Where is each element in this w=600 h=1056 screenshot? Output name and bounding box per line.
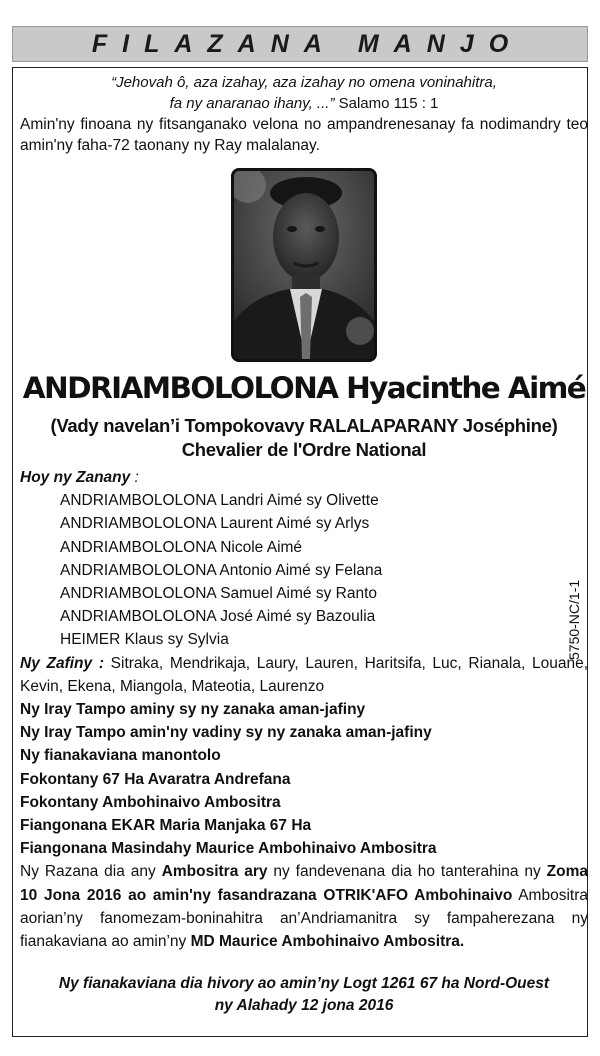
photo-wrap [20,168,588,362]
child-item: ANDRIAMBOLOLONA José Aimé sy Bazoulia [60,608,376,626]
deceased-name: ANDRIAMBOLOLONA Hyacinthe Aimé [22,371,586,405]
portrait-photo [231,168,377,362]
child-item: ANDRIAMBOLOLONA Samuel Aimé sy Ranto [60,585,378,603]
quote-line-1: “Jehovah ô, aza izahay, aza izahay no omena voninahitra, [111,74,497,91]
funeral-date-location: Zoma 10 Jona 2016 ao amin'ny fasandrazana OTRIK'AFO Ambohinaivo [20,863,588,904]
header-bar [12,26,588,62]
intro-text: Amin'ny finoana ny fitsanganako velona no ampandrenesanay fa nodimandry teo amin'ny faha-72 taonany ny Ray malalanay. [20,116,588,154]
notice-content [20,70,588,1017]
grandchildren-label: Ny Zafiny : [20,654,104,672]
relative-line: Fiangonana EKAR Maria Manjaka 67 Ha [20,817,312,835]
footer-line-2: ny Alahady 12 jona 2016 [214,997,394,1015]
funeral-text-1: Ny Razana dia any [20,863,162,881]
quote-line-2: fa ny anaranao ihany, ...” [169,95,335,112]
footer-line-1: Ny fianakaviana dia hivory ao amin’ny Logt 1261 67 ha Nord-Ouest [58,975,550,993]
grandchildren-paragraph [20,652,588,698]
footer-note [20,973,588,1017]
relative-line: Fokontany Ambohinaivo Ambositra [20,793,281,811]
relative-line: Fokontany 67 Ha Avaratra Andrefana [20,770,291,788]
children-label-suffix: : [130,469,139,486]
funeral-paragraph [20,860,588,953]
child-item: ANDRIAMBOLOLONA Laurent Aimé sy Arlys [60,515,370,533]
reference-code: 5750-NC/1-1 [566,579,582,660]
child-item: ANDRIAMBOLOLONA Antonio Aimé sy Felana [60,561,383,579]
funeral-church: MD Maurice Ambohinaivo Ambositra. [190,933,465,951]
portrait-image [234,171,374,359]
relative-line: Ny fianakaviana manontolo [20,747,221,765]
relatives-list [20,698,588,860]
child-item: ANDRIAMBOLOLONA Nicole Aimé [60,538,303,556]
header-title: FILAZANA MANJO [91,29,524,58]
funeral-text-2: ny fandevenana dia ho tanterahina ny [267,863,547,881]
children-heading [20,466,588,489]
bible-quote [20,72,588,114]
spouse-line: (Vady navelan’i Tompokovavy RALALAPARANY Joséphine) [50,415,558,436]
funeral-text-3: Ambositra aorian’ny fanomezam-boninahitra an’Andriamanitra sy fampaherezana ny fianakaviana ao amin’ny [20,886,588,951]
children-list [20,489,588,651]
quote-reference: Salamo 115 : 1 [334,95,439,112]
children-label: Hoy ny Zanany [20,469,131,486]
honor-line: Chevalier de l'Ordre National [181,439,427,460]
grandchildren-names: Sitraka, Mendrikaja, Laury, Lauren, Haritsifa, Luc, Rianala, Louane, Kevin, Ekena, Miangola, Mateotia, Laurenzo [20,654,588,695]
funeral-place: Ambositra ary [161,863,268,881]
relative-line: Fiangonana Masindahy Maurice Ambohinaivo Ambositra [20,840,437,858]
quote-line-2-wrap [20,93,588,114]
relative-line: Ny Iray Tampo aminy sy ny zanaka aman-jafiny [20,701,366,719]
relative-line: Ny Iray Tampo amin'ny vadiny sy ny zanaka aman-jafiny [20,724,432,742]
child-item: HEIMER Klaus sy Sylvia [60,631,229,649]
child-item: ANDRIAMBOLOLONA Landri Aimé sy Olivette [60,492,379,510]
